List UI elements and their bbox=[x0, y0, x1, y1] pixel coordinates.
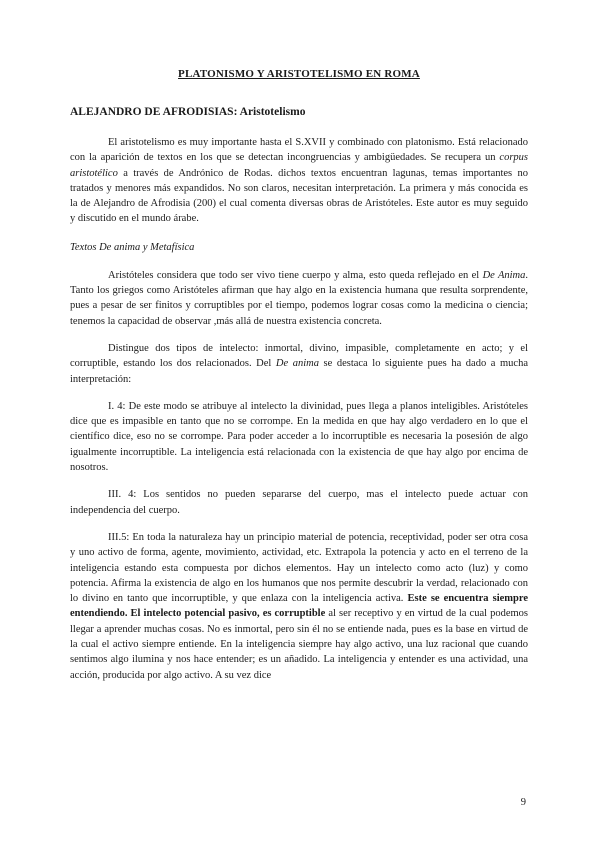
text-segment: Aristóteles considera que todo ser vivo tiene cuerpo y alma, esto queda reflejado en el bbox=[108, 269, 483, 281]
section-heading: ALEJANDRO DE AFRODISIAS: Aristotelismo bbox=[70, 106, 306, 118]
text-segment: Este se encuentra siempre entendiendo. El intelecto potencial pasivo, es corruptible bbox=[70, 593, 528, 620]
paragraph bbox=[70, 487, 528, 518]
text-segment: corpus aristotélico bbox=[70, 152, 528, 179]
text-segment: al ser receptivo y en virtud de la cual podemos llegar a aprender muchas cosas. No es inmortal, pero sin él no se entiende nada, pues es la base en virtud de la cual el activo siempre entiende. En la inteligencia siempre hay algo activo, una luz racional que cuando sentimos algo ilumina y nos hace entender; es un añadido. La inteligencia y entender es una actividad, una acción, producida por algo activo. A su vez dice bbox=[70, 608, 529, 681]
text-segment: El aristotelismo es muy importante hasta el S.XVII y combinado con platonismo. Está relacionado con la aparición de textos en los que se detectan incongruencias y ambigüedades. Se recupera un bbox=[70, 137, 528, 164]
paragraph bbox=[70, 268, 528, 329]
text-segment: De Anima bbox=[482, 269, 526, 281]
paragraph bbox=[70, 341, 528, 387]
text-segment: III.5: En toda la naturaleza hay un principio material de potencia, receptividad, poder ser otra cosa y uno activo de forma, agente, movimiento, actividad, etc. Extrapola la potencia y acto en el terreno de la inteligencia estando esta compuesta por dichos elementos. Hay un intelecto como acto (luz) y como potencia. Afirma la existencia de algo en los humanos que nos permite descubrir la verdad, relacionado con lo divino en tanto que incorruptible, y que enlaza con la inteligencia activa. bbox=[70, 531, 528, 605]
paragraph bbox=[70, 399, 528, 475]
paragraph bbox=[70, 530, 528, 683]
text-segment: se destaca lo siguiente pues ha dado a mucha interpretación: bbox=[70, 358, 528, 385]
text-segment: De anima bbox=[275, 358, 319, 370]
intro-paragraphs bbox=[70, 135, 528, 227]
page-number: 9 bbox=[520, 797, 526, 808]
paragraph bbox=[70, 135, 528, 227]
subsection-heading: Textos De anima y Metafísica bbox=[70, 241, 195, 253]
text-segment: Distingue dos tipos de intelecto: inmortal, divino, impasible, completamente en acto; y el corruptible, estando los dos relacionados. Del bbox=[70, 342, 528, 370]
body-paragraphs bbox=[70, 268, 528, 683]
text-segment: a través de Andrónico de Rodas. dichos textos encuentran lagunas, temas importantes no tratados y menores más expandidos. No son claros, necesitan interpretación. La primera y más conocida es la de Alejandro de Afrodisia (200) el cual comenta diversas obras de Aristóteles. Este autor es muy seguido y discutido en el mundo árabe. bbox=[70, 167, 528, 225]
text-segment: I. 4: De este modo se atribuye al intelecto la divinidad, pues llega a planos inteligibles. Aristóteles dice que es impasible en tanto que no se corrompe. En la medida en que hay algo verdadero en lo que el científico dice, eso no se corrompe. Para poder acceder a lo incorruptible es necesaria la posesión de algo igualmente incorruptible. La inteligencia está relacionada con la existencia de que hay algo por encima de nosotros. bbox=[70, 400, 528, 474]
text-segment: . Tanto los griegos como Aristóteles afirman que hay algo en la existencia humana que resulta sorprendente, pues a pesar de ser finitos y corruptibles por el tiempo, podemos lograr cosas como la medicina o ciencia; tenemos la capacidad de observar ,más allá de nuestra existencia concreta. bbox=[70, 269, 529, 327]
text-segment: III. 4: Los sentidos no pueden separarse del cuerpo, mas el intelecto puede actuar con independencia del cuerpo. bbox=[70, 489, 528, 516]
page-title: PLATONISMO Y ARISTOTELISMO EN ROMA bbox=[178, 68, 420, 80]
